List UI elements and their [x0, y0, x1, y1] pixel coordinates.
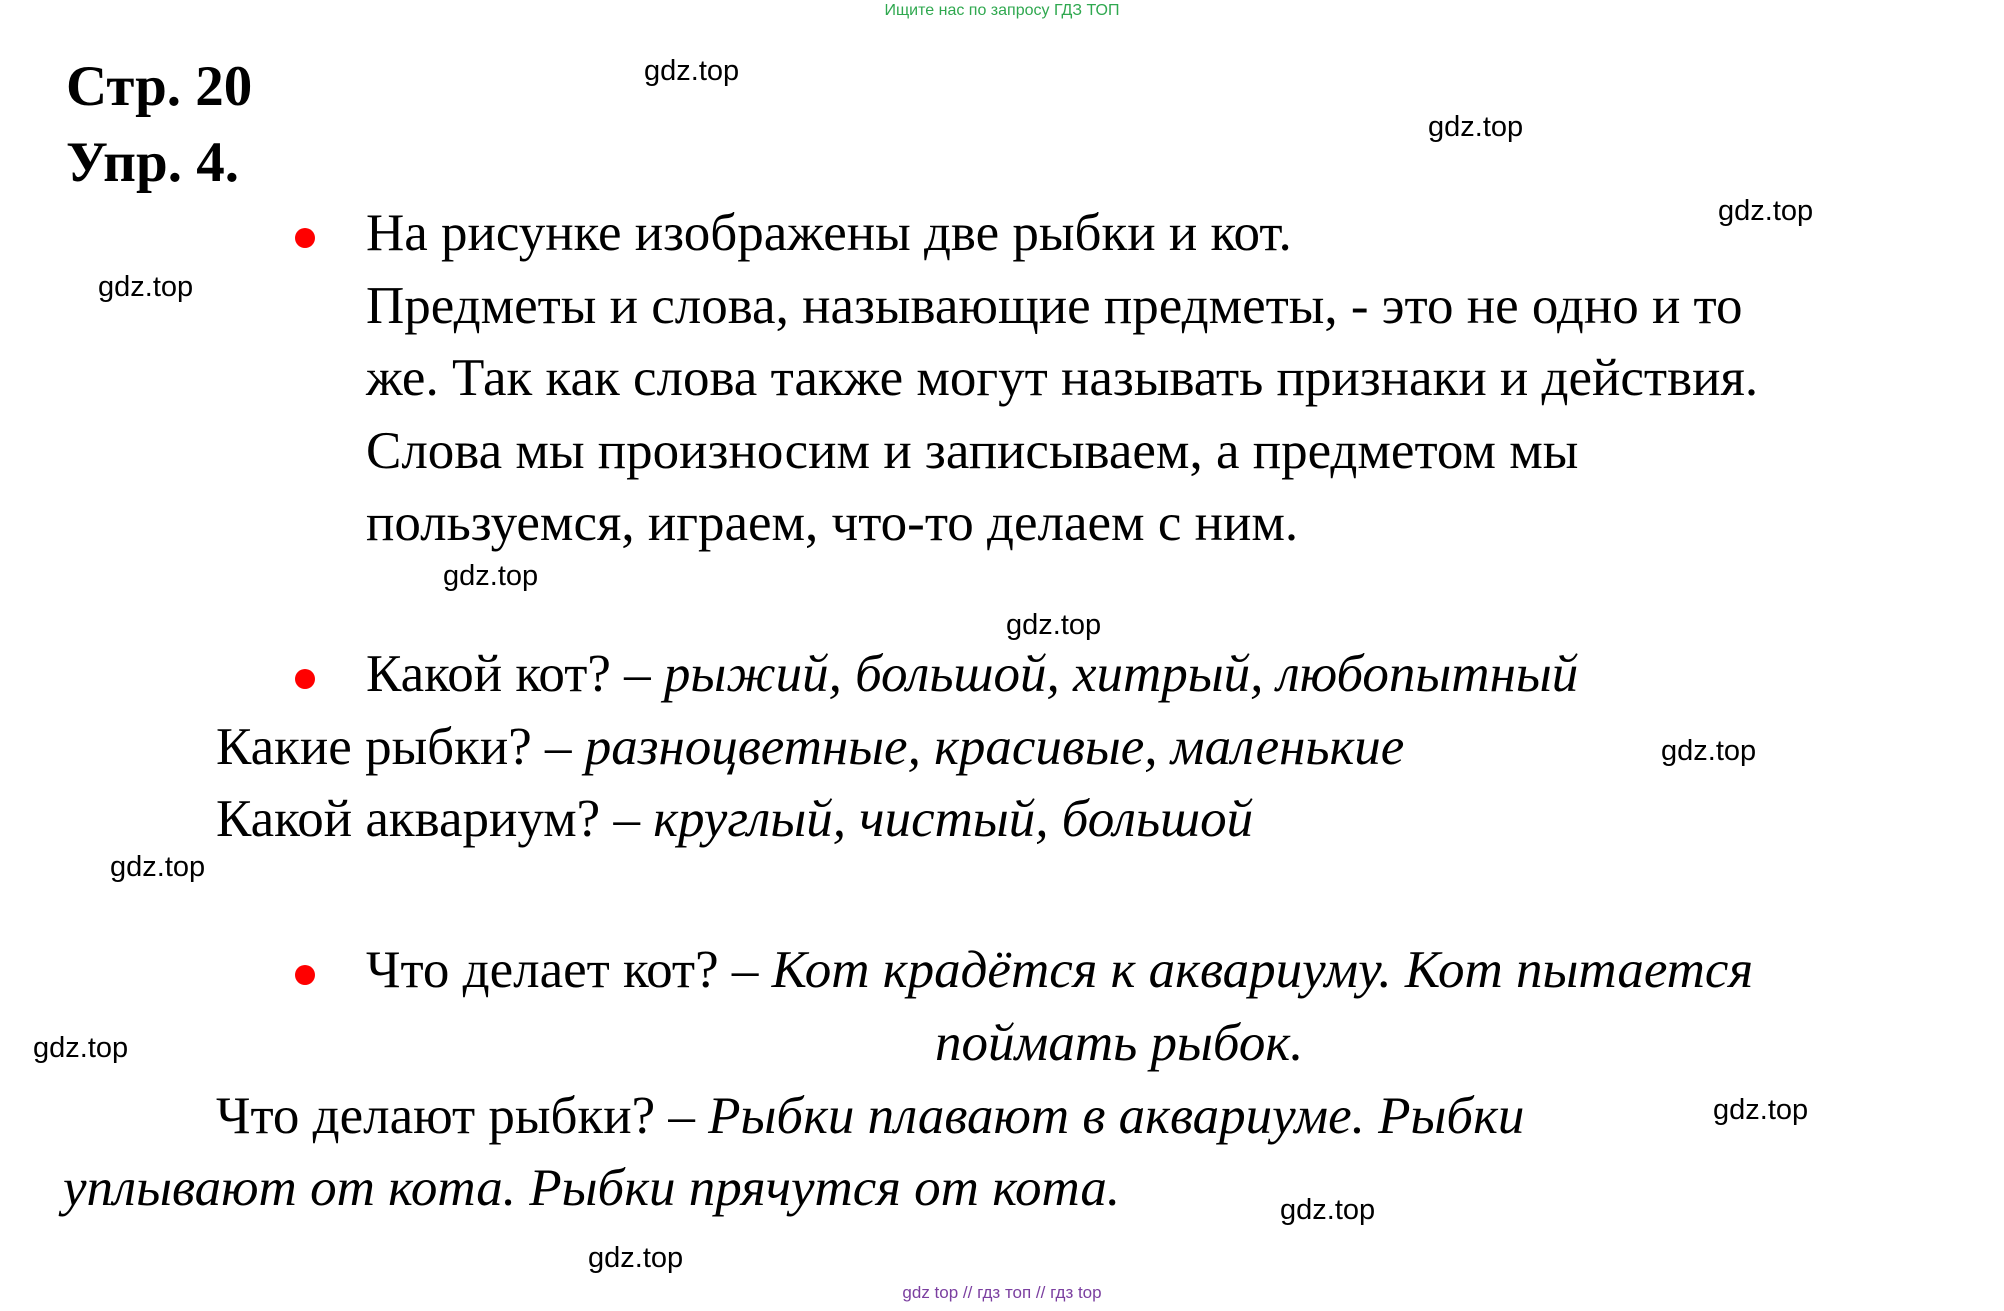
page-number-heading: Стр. 20 [66, 55, 253, 118]
question-line [366, 941, 1754, 999]
bullet-icon [295, 965, 315, 985]
answer-text: рыжий, большой, хитрый, любопытный [663, 645, 1579, 703]
watermark: gdz.top [1713, 1094, 1809, 1126]
paragraph-line: На рисунке изображены две рыбки и кот. [366, 204, 1292, 262]
answer-text: круглый, чистый, большой [653, 790, 1254, 848]
answer-text: Рыбки плавают в аквариуме. Рыбки [708, 1087, 1525, 1145]
question-text: Что делают рыбки? – [216, 1087, 709, 1145]
top-banner: Ищите нас по запросу ГДЗ ТОП [884, 2, 1120, 19]
answer-text: уплывают от кота. Рыбки прячутся от кота. [63, 1159, 1121, 1217]
watermark: gdz.top [1661, 735, 1757, 767]
paragraph-line: же. Так как слова также могут называть признаки и действия. [366, 349, 1759, 407]
question-line [216, 1087, 1525, 1145]
paragraph-line: Слова мы произносим и записываем, а предметом мы [366, 422, 1579, 480]
question-line [216, 718, 1405, 776]
watermark: gdz.top [1006, 609, 1102, 641]
bullet-icon [295, 669, 315, 689]
bullet-icon [295, 228, 315, 248]
watermark: gdz.top [1718, 195, 1814, 227]
question-text: Что делает кот? – [366, 941, 772, 999]
watermark: gdz.top [98, 271, 194, 303]
paragraph-line: Предметы и слова, называющие предметы, - это не одно и то [366, 277, 1743, 335]
watermark: gdz.top [644, 55, 740, 87]
paragraph-line: пользуемся, играем, что-то делаем с ним. [366, 494, 1299, 552]
answer-text: разноцветные, красивые, маленькие [584, 718, 1405, 776]
question-text: Какой аквариум? – [216, 790, 654, 848]
answer-text: Кот крадётся к аквариуму. Кот пытается [771, 941, 1754, 999]
footer-links: gdz top // гдз топ // гдз top [902, 1283, 1102, 1302]
question-text: Какой кот? – [366, 645, 664, 703]
watermark: gdz.top [588, 1242, 684, 1274]
answer-text: поймать рыбок. [935, 1014, 1304, 1072]
watermark: gdz.top [110, 851, 206, 883]
question-line [366, 645, 1579, 703]
watermark: gdz.top [33, 1032, 129, 1064]
question-text: Какие рыбки? – [216, 718, 585, 776]
watermark: gdz.top [1280, 1194, 1376, 1226]
exercise-heading: Упр. 4. [66, 131, 239, 194]
question-line [216, 790, 1254, 848]
watermark: gdz.top [1428, 111, 1524, 143]
watermark: gdz.top [443, 560, 539, 592]
